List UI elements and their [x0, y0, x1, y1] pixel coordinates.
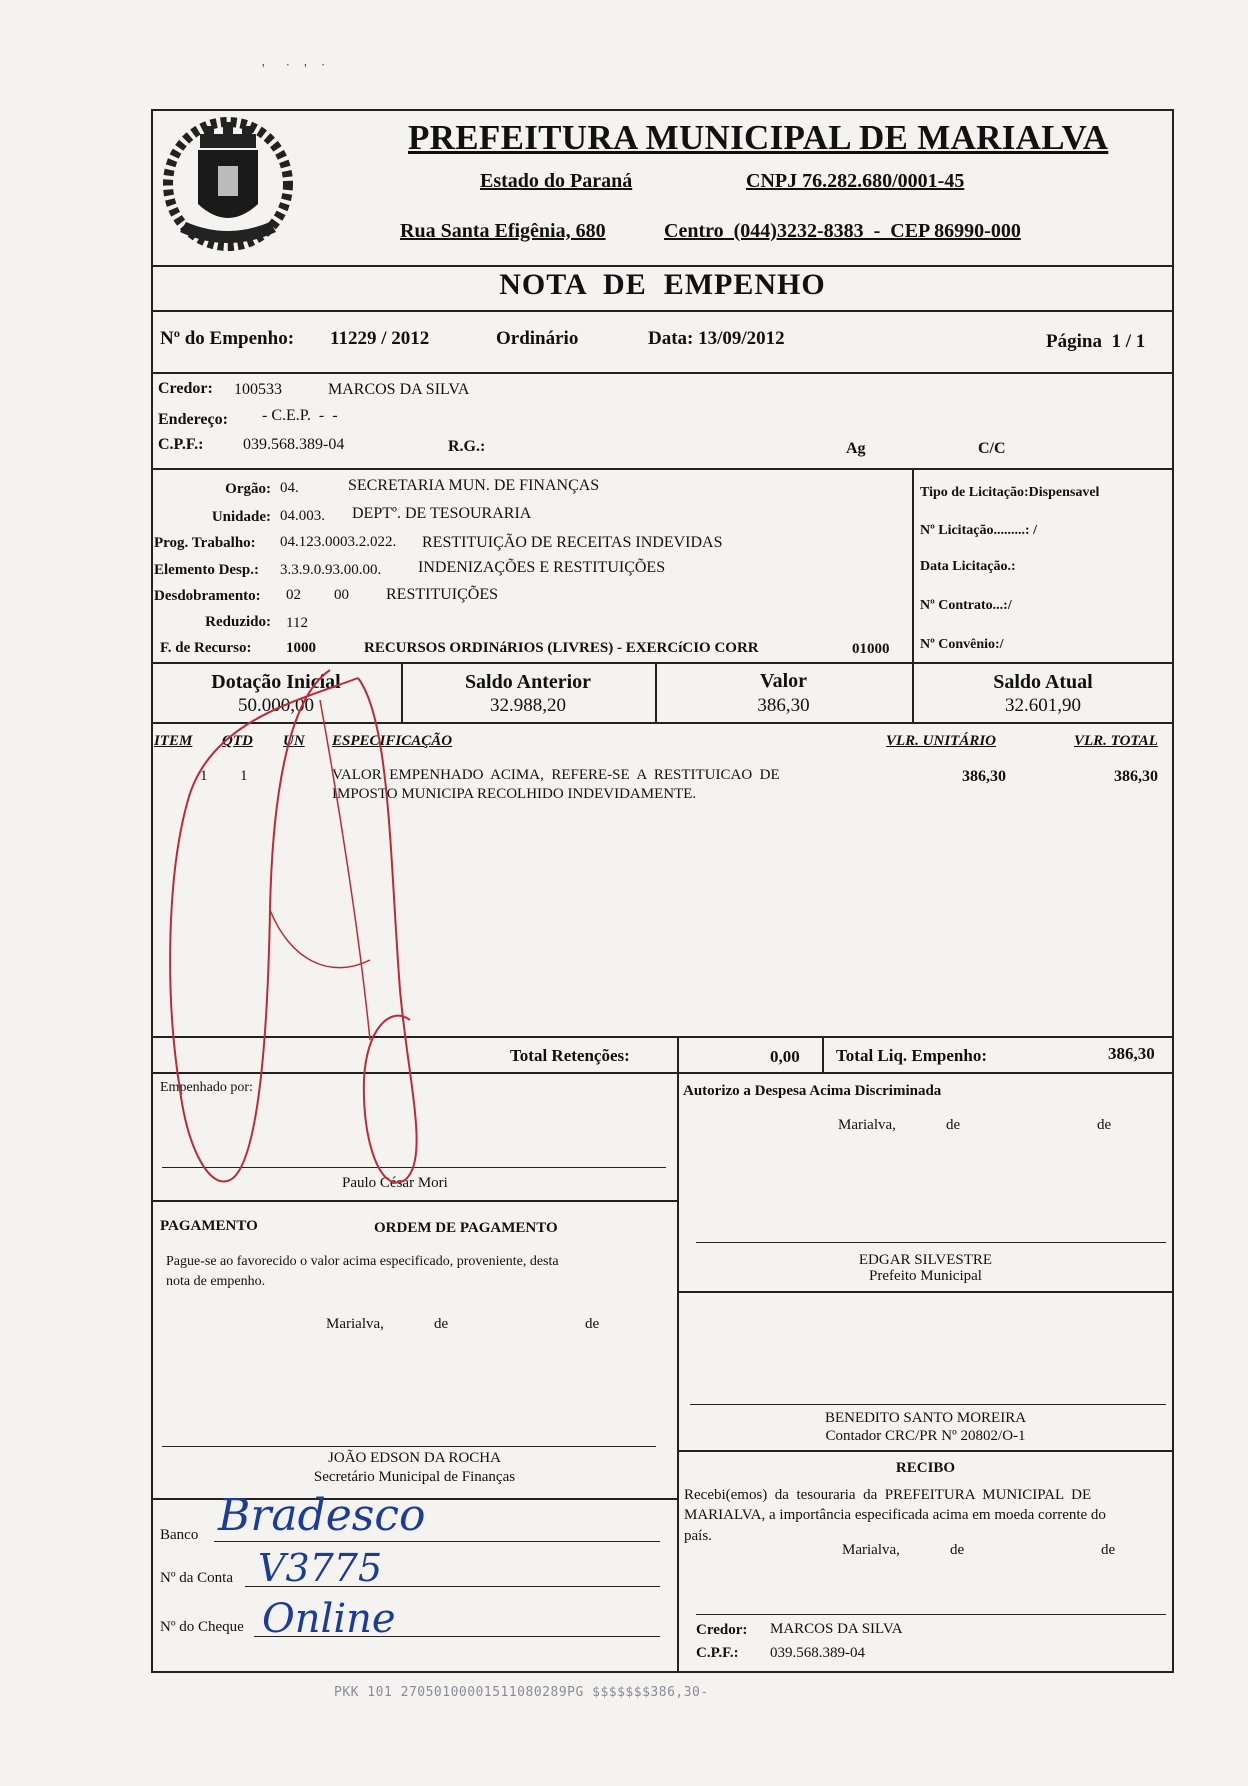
month-de: de [1101, 1542, 1116, 1558]
reduzido-value: 112 [286, 615, 308, 631]
item-description-line2: IMPOSTO MUNICIPA RECOLHIDO INDEVIDAMENTE. [332, 786, 697, 802]
orgao-label: Orgão: [225, 481, 271, 497]
saldo-anterior-value: 32.988,20 [490, 695, 566, 716]
scan-mark: ' ˙ ' ˙ [262, 62, 326, 77]
recibo-text-line2: MARIALVA, a importância especificada acima em moeda corrente do [684, 1507, 1106, 1523]
header-street: Rua Santa Efigênia, 680 [400, 220, 606, 242]
credor-label: Credor: [158, 380, 213, 397]
dotacao-value: 50.000,00 [238, 695, 314, 716]
banco-handwriting: Bradesco [218, 1490, 426, 1541]
prefeito-name: EDGAR SILVESTRE [858, 1252, 993, 1268]
item-quantity: 1 [240, 768, 248, 784]
col-valor-unitario: VLR. UNITÁRIO [886, 733, 997, 749]
item-total-value: 386,30 [1114, 768, 1158, 785]
licitacao-data: Data Licitação.: [920, 559, 1016, 574]
credor-code: 100533 [234, 381, 282, 398]
empenho-number: 11229 / 2012 [330, 328, 430, 349]
col-qtd: QTD [222, 733, 253, 749]
valor-label: Valor [759, 670, 808, 692]
divider [677, 1450, 1174, 1452]
desdobramento-label: Desdobramento: [154, 588, 261, 604]
valor-value: 386,30 [757, 695, 810, 716]
banco-line [214, 1541, 660, 1542]
recibo-cpf-label: C.P.F.: [696, 1645, 739, 1661]
prog-name: RESTITUIÇÃO DE RECEITAS INDEVIDAS [422, 534, 723, 551]
col-especificacao: ESPECIFICAÇÃO [332, 733, 453, 749]
fonte-code: 1000 [286, 640, 316, 656]
fonte-number: 01000 [852, 641, 890, 657]
header-title: PREFEITURA MUNICIPAL DE MARIALVA [408, 118, 1109, 157]
day-de: de [946, 1117, 961, 1133]
elemento-label: Elemento Desp.: [154, 562, 259, 578]
orgao-code: 04. [280, 480, 299, 496]
recibo-cpf-value: 039.568.389-04 [770, 1645, 865, 1661]
col-valor-total: VLR. TOTAL [1074, 733, 1158, 749]
cheque-handwriting: Online [262, 1596, 396, 1642]
ag-label: Ag [846, 440, 866, 457]
divider [677, 1291, 1174, 1293]
unidade-code: 04.003. [280, 508, 325, 524]
cpf-label: C.P.F.: [158, 436, 204, 453]
elemento-code: 3.3.9.0.93.00.00. [280, 562, 382, 578]
coat-of-arms-logo [158, 104, 298, 256]
unidade-label: Unidade: [211, 509, 271, 525]
empenhado-name: Paulo César Mori [342, 1175, 448, 1191]
retencoes-label: Total Retenções: [510, 1046, 630, 1065]
liquido-value: 386,30 [1108, 1044, 1155, 1063]
conta-label: Nº da Conta [160, 1570, 233, 1586]
fonte-name: RECURSOS ORDINáRIOS (LIVRES) - EXERCíCIO CORR [364, 640, 759, 656]
recibo-text-line3: país. [684, 1528, 712, 1544]
saldo-atual-value: 32.601,90 [1005, 695, 1081, 716]
pagamento-text-line2: nota de empenho. [166, 1274, 266, 1289]
dotacao-label: Dotação Inicial [211, 671, 341, 693]
empenho-number-label: Nº do Empenho: [160, 328, 295, 349]
cheque-label: Nº do Cheque [160, 1619, 244, 1635]
divider [151, 1200, 678, 1202]
signature-line [696, 1242, 1166, 1243]
cc-label: C/C [978, 440, 1006, 457]
divider [151, 310, 1174, 312]
prefeito-role: Prefeito Municipal [869, 1268, 982, 1284]
reduzido-label: Reduzido: [205, 614, 271, 630]
secretario-name: JOÃO EDSON DA ROCHA [328, 1450, 501, 1466]
divider [151, 265, 1174, 267]
signature-line [690, 1404, 1166, 1405]
empenho-date: Data: 13/09/2012 [648, 328, 785, 349]
pagamento-text-line1: Pague-se ao favorecido o valor acima especificado, proveniente, desta [166, 1254, 559, 1269]
place-label: Marialva, [842, 1542, 900, 1558]
item-number: 1 [200, 768, 208, 784]
prog-code: 04.123.0003.2.022. [280, 534, 397, 550]
divider [677, 1036, 679, 1074]
convenio-numero: Nº Convênio:/ [920, 637, 1004, 652]
header-contact: Centro (044)3232-8383 - CEP 86990-000 [664, 220, 1021, 242]
divider [912, 468, 914, 662]
saldo-anterior-label: Saldo Anterior [464, 671, 592, 693]
month-de: de [1097, 1117, 1112, 1133]
cpf-value: 039.568.389-04 [243, 436, 345, 453]
desdobramento-a: 02 [286, 587, 301, 603]
unidade-name: DEPTº. DE TESOURARIA [352, 505, 532, 522]
orgao-name: SECRETARIA MUN. DE FINANÇAS [348, 477, 600, 494]
desdobramento-name: RESTITUIÇÕES [386, 586, 498, 603]
contador-role: Contador CRC/PR Nº 20802/O-1 [825, 1428, 1026, 1444]
divider [151, 468, 1174, 470]
desdobramento-b: 00 [334, 587, 349, 603]
conta-handwriting: V3775 [258, 1546, 383, 1590]
empenhado-por-label: Empenhado por: [160, 1080, 253, 1095]
prog-label: Prog. Trabalho: [154, 535, 256, 551]
day-de: de [434, 1316, 449, 1332]
licitacao-tipo: Tipo de Licitação:Dispensavel [920, 485, 1100, 500]
address-value: - C.E.P. - - [262, 407, 338, 424]
liquido-label: Total Liq. Empenho: [836, 1046, 987, 1065]
contador-name: BENEDITO SANTO MOREIRA [824, 1410, 1027, 1426]
saldo-atual-label: Saldo Atual [993, 671, 1093, 693]
page-number: Página 1 / 1 [1046, 331, 1146, 352]
col-un: UN [283, 733, 305, 749]
divider [677, 1072, 679, 1673]
autorizo-label: Autorizo a Despesa Acima Discriminada [683, 1083, 942, 1099]
ordem-pagamento-label: ORDEM DE PAGAMENTO [374, 1220, 558, 1236]
pagamento-label: PAGAMENTO [160, 1218, 258, 1234]
place-label: Marialva, [326, 1316, 384, 1332]
footer-code: PKK 101 27050100001511080289PG $$$$$$$386,30- [334, 1685, 709, 1700]
retencoes-value: 0,00 [770, 1047, 800, 1066]
empenho-type: Ordinário [496, 328, 579, 349]
banco-label: Banco [160, 1527, 199, 1543]
signature-line [696, 1614, 1166, 1615]
signature-line [162, 1446, 656, 1447]
item-description-line1: VALOR EMPENHADO ACIMA, REFERE-SE A RESTITUICAO DE [332, 767, 780, 783]
address-label: Endereço: [158, 411, 228, 428]
fonte-label: F. de Recurso: [160, 640, 252, 656]
rg-label: R.G.: [448, 438, 486, 455]
month-de: de [585, 1316, 600, 1332]
recibo-text-line1: Recebi(emos) da tesouraria da PREFEITURA MUNICIPAL DE [684, 1487, 1092, 1503]
licitacao-numero: Nº Licitação.........: / [920, 523, 1037, 538]
contrato-numero: Nº Contrato...:/ [920, 598, 1012, 613]
divider [822, 1036, 824, 1074]
header-cnpj: CNPJ 76.282.680/0001-45 [746, 170, 965, 192]
recibo-label: RECIBO [895, 1460, 956, 1476]
credor-name: MARCOS DA SILVA [328, 381, 470, 398]
item-unit-value: 386,30 [962, 768, 1006, 785]
divider [151, 372, 1174, 374]
recibo-credor-name: MARCOS DA SILVA [770, 1621, 903, 1637]
col-item: ITEM [154, 733, 193, 749]
document-title: NOTA DE EMPENHO [499, 268, 826, 301]
recibo-credor-label: Credor: [696, 1622, 748, 1638]
secretario-role: Secretário Municipal de Finanças [313, 1469, 516, 1485]
day-de: de [950, 1542, 965, 1558]
place-label: Marialva, [838, 1117, 896, 1133]
elemento-name: INDENIZAÇÕES E RESTITUIÇÕES [418, 559, 666, 576]
red-stamp-overlay [150, 660, 470, 1200]
header-state: Estado do Paraná [480, 170, 633, 192]
